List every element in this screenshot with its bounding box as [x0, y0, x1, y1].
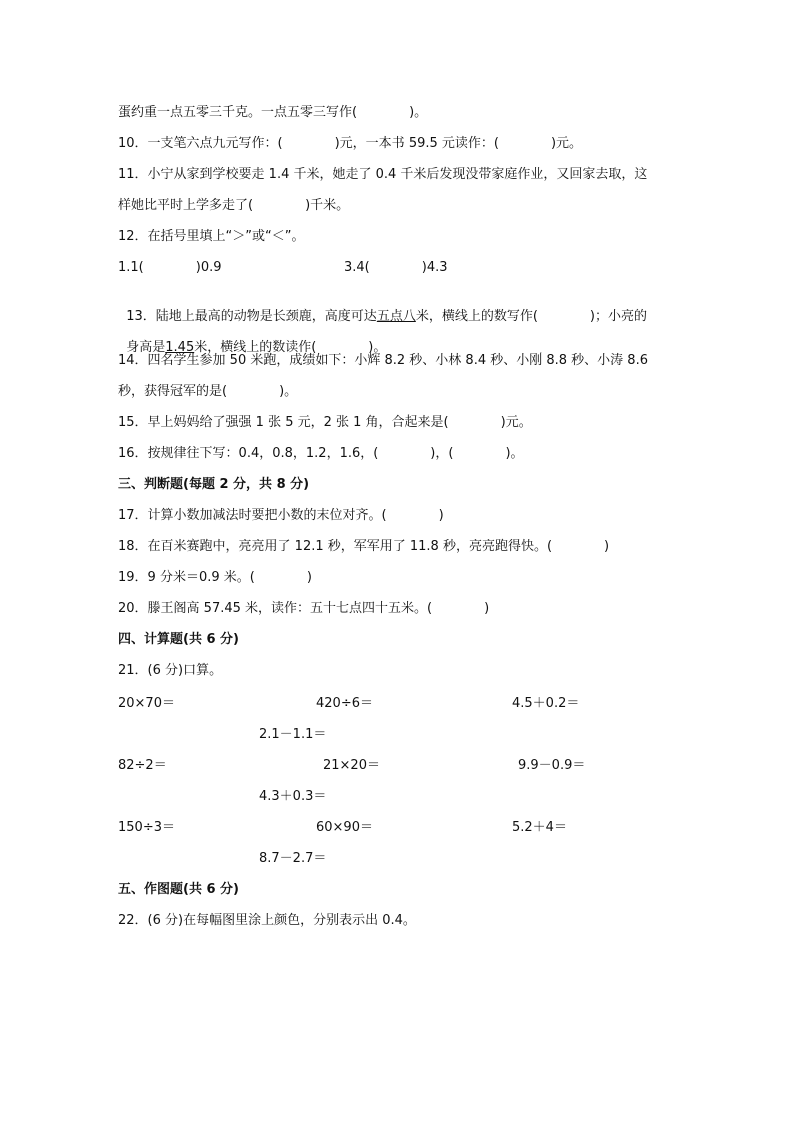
- calc-item-11: 5.2＋4＝: [512, 820, 567, 835]
- line-9-cont: 蛋约重一点五零三千克。一点五零三写作( )。: [118, 105, 428, 120]
- question-12-b: 3.4( )4.3: [344, 260, 448, 275]
- calc-item-4: 2.1－1.1＝: [259, 727, 327, 742]
- calc-item-1: 20×70＝: [118, 696, 175, 711]
- calc-item-5: 82÷2＝: [118, 758, 167, 773]
- q13-text-4: 米，横线上的数读作( )。: [194, 340, 387, 355]
- q13-underlined-number: 五点八: [376, 309, 416, 324]
- question-19: 19．9 分米＝0.9 米。( ): [118, 570, 312, 585]
- question-10: 10．一支笔六点九元写作：( )元，一本书 59.5 元读作：( )元。: [118, 136, 583, 151]
- question-17: 17．计算小数加减法时要把小数的末位对齐。( ): [118, 508, 444, 523]
- calc-item-7: 9.9－0.9＝: [518, 758, 586, 773]
- question-12: 12．在括号里填上“＞”或“＜”。: [118, 229, 305, 244]
- question-11-line2: 样她比平时上学多走了( )千米。: [118, 198, 350, 213]
- q13-text-3: 身高是: [126, 340, 166, 355]
- question-15: 15．早上妈妈给了强强 1 张 5 元，2 张 1 角，合起来是( )元。: [118, 415, 532, 430]
- question-18: 18．在百米赛跑中，亮亮用了 12.1 秒，军军用了 11.8 秒，亮亮跑得快。( ): [118, 539, 610, 554]
- calc-item-6: 21×20＝: [323, 758, 380, 773]
- question-22: 22．(6 分)在每幅图里涂上颜色，分别表示出 0.4。: [118, 913, 416, 928]
- section-3-heading: 三、判断题(每题 2 分，共 8 分): [118, 477, 310, 492]
- question-12-a: 1.1( )0.9: [118, 260, 222, 275]
- question-11-line1: 11．小宁从家到学校要走 1.4 千米，她走了 0.4 千米后发现没带家庭作业，又回家去取，这: [118, 167, 648, 182]
- calc-item-8: 4.3＋0.3＝: [259, 789, 327, 804]
- section-4-heading: 四、计算题(共 6 分): [118, 632, 239, 647]
- question-20: 20．滕王阁高 57.45 米，读作：五十七点四十五米。( ): [118, 601, 490, 616]
- calc-item-3: 4.5＋0.2＝: [512, 696, 580, 711]
- section-5-heading: 五、作图题(共 6 分): [118, 882, 239, 897]
- question-14-line1: 14．四名学生参加 50 米跑，成绩如下：小辉 8.2 秒、小林 8.4 秒、小刚 8.8 秒、小涛 8.6: [118, 353, 648, 368]
- q13-underlined-height: 1.45: [165, 340, 195, 355]
- calc-item-9: 150÷3＝: [118, 820, 175, 835]
- q13-text-2: 米，横线上的数写作( )；小亮的: [415, 309, 647, 324]
- calc-item-2: 420÷6＝: [316, 696, 373, 711]
- question-14-line2: 秒，获得冠军的是( )。: [118, 384, 298, 399]
- question-21: 21．(6 分)口算。: [118, 663, 223, 678]
- question-16: 16．按规律往下写：0.4，0.8，1.2，1.6，( )，( )。: [118, 446, 524, 461]
- calc-item-10: 60×90＝: [316, 820, 373, 835]
- calc-item-12: 8.7－2.7＝: [259, 851, 327, 866]
- q13-text-1: 13．陆地上最高的动物是长颈鹿，高度可达: [126, 309, 377, 324]
